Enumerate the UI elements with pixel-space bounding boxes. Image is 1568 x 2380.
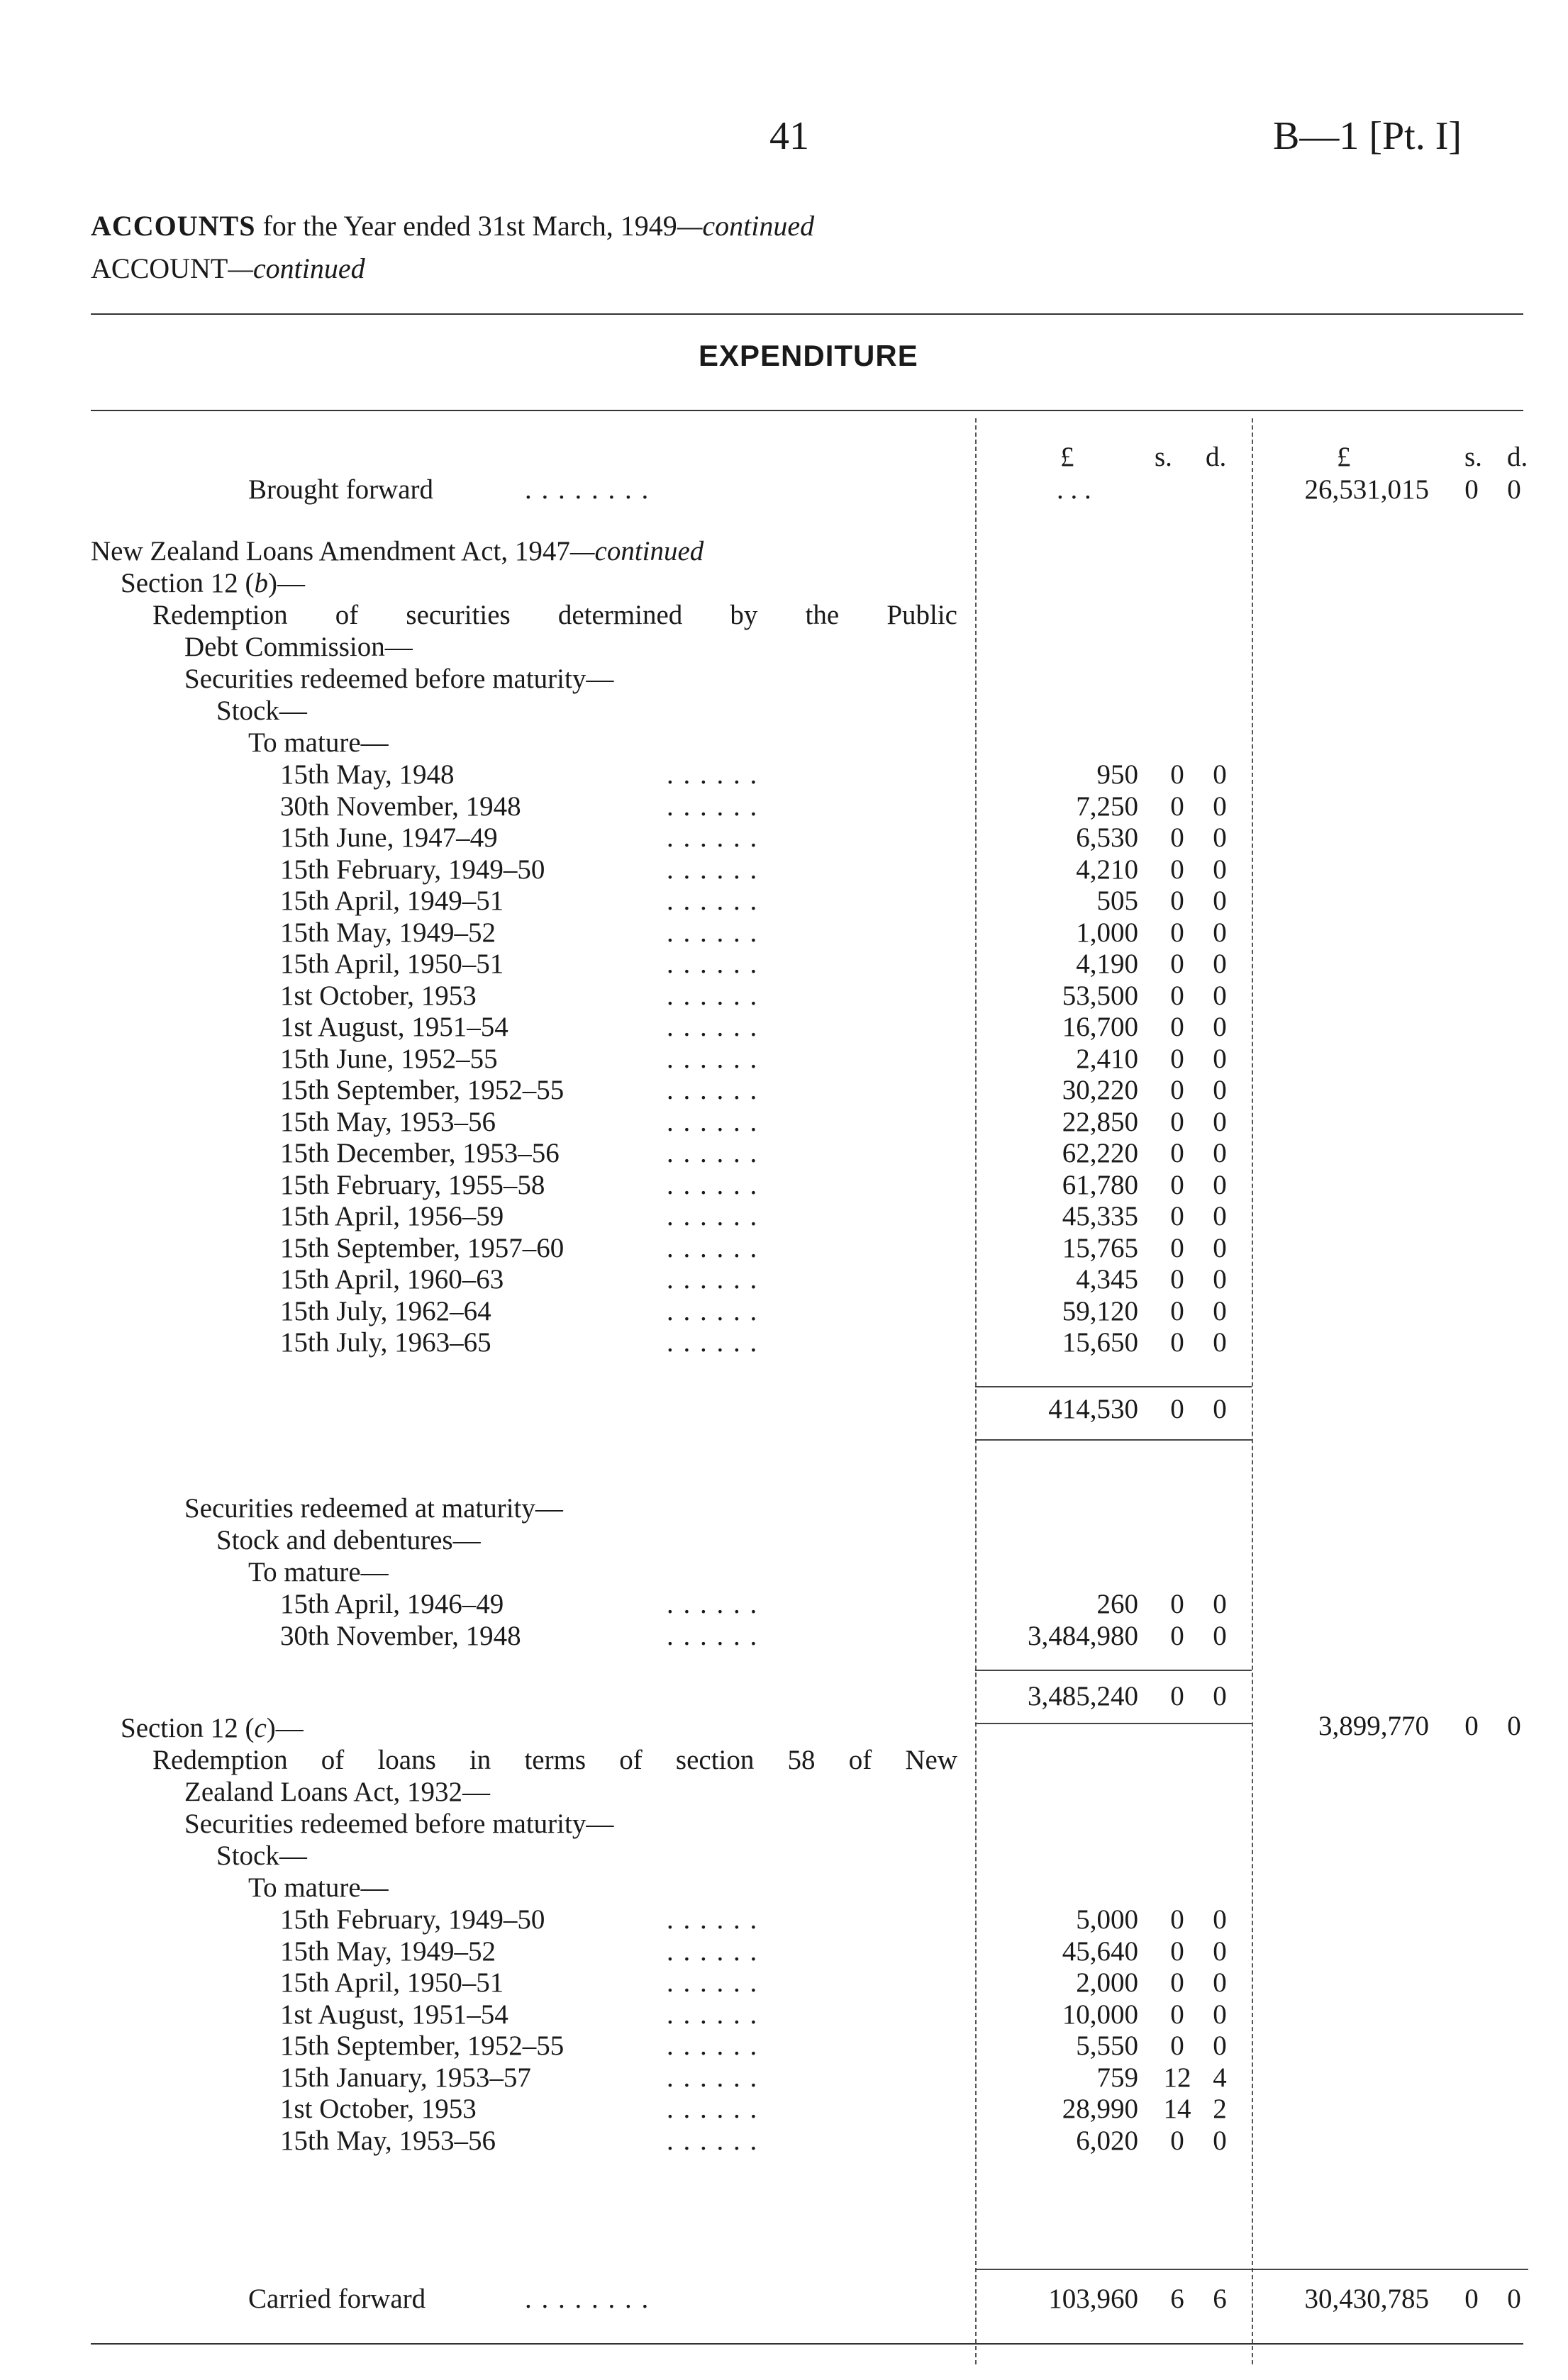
carried-forward-inner-pounds: 103,960 [1048,2284,1138,2314]
ledger-row-shillings: 0 [1170,1295,1184,1326]
ledger-row-date: 15th April, 1950–51 [280,1967,504,1998]
subtotal-rule-b1-bottom [975,1439,1252,1441]
section-c-before-maturity-label: Securities redeemed before maturity— [184,1809,614,1839]
ledger-row-pounds: 950 [1096,759,1138,790]
ledger-row-leader: . . . . . . [667,917,759,948]
section-b-at-subtotal-d: 0 [1213,1681,1227,1711]
ledger-row-leader: . . . . . . [667,885,759,916]
ledger-row-shillings: 0 [1170,1106,1184,1137]
ledger-row-pence: 0 [1213,1075,1227,1105]
ledger-row-pence: 0 [1213,1589,1227,1619]
ledger-row-date: 1st August, 1951–54 [280,1999,508,2030]
ledger-row-leader: . . . . . . [667,1169,759,1200]
ledger-row-date: 15th April, 1946–49 [280,1589,504,1619]
section-b-total-s: 0 [1464,1711,1479,1741]
ledger-row-leader: . . . . . . [667,1295,759,1326]
ledger-row-shillings: 0 [1170,1935,1184,1967]
ledger-row-pounds: 4,190 [1076,949,1138,979]
ledger-row-pence: 0 [1213,1935,1227,1967]
col-inner-pence: d. [1206,442,1227,472]
ledger-row-pounds: 260 [1096,1589,1138,1619]
ledger-row-date: 1st October, 1953 [280,980,477,1011]
ledger-row-pence: 0 [1213,885,1227,916]
ledger-row-pounds: 505 [1096,885,1138,916]
ledger-row-leader: . . . . . . [667,1264,759,1295]
ledger-row-pence: 0 [1213,1327,1227,1358]
ledger-row-date: 15th April, 1949–51 [280,885,504,916]
ledger-row-shillings: 0 [1170,822,1184,853]
act-heading-text: New Zealand Loans Amendment Act, 1947 [91,536,570,566]
ledger-row-pence: 0 [1213,2125,1227,2156]
ledger-row-leader: . . . . . . [667,854,759,885]
ledger-row-date: 15th July, 1963–65 [280,1327,491,1358]
ledger-row-leader: . . . . . . [667,1327,759,1358]
section-c-heading [121,1712,304,1744]
ledger-row-pence: 0 [1213,1295,1227,1326]
col-inner-pounds: £ [1060,442,1074,472]
ledger-row-leader: . . . . . . [667,1999,759,2030]
ledger-row-pence: 0 [1213,759,1227,790]
page-number: 41 [769,114,809,158]
carried-forward-inner-d: 6 [1213,2284,1227,2314]
ledger-row-date: 1st August, 1951–54 [280,1012,508,1042]
accounts-title-cont: —continued [677,210,815,242]
section-c-desc-line1: Redemption of loans in terms of section 58 of New [152,1745,957,1775]
account-subtitle [91,252,365,285]
ledger-row-pounds: 61,780 [1062,1169,1138,1200]
ledger-row-pounds: 4,345 [1076,1264,1138,1295]
ledger-row-pence: 0 [1213,917,1227,948]
ledger-row-date: 15th May, 1949–52 [280,1935,496,1967]
ledger-row-pence: 0 [1213,1621,1227,1651]
ledger-row-date: 15th January, 1953–57 [280,2062,531,2093]
ledger-row-pence: 4 [1213,2062,1227,2093]
carried-forward-outer-pounds: 30,430,785 [1304,2284,1429,2314]
ledger-row-leader: . . . . . . [667,1075,759,1105]
ledger-row-pence: 0 [1213,1232,1227,1263]
ledger-row-shillings: 0 [1170,759,1184,790]
ledger-row-leader: . . . . . . [667,1201,759,1231]
ledger-row-leader: . . . . . . [667,1232,759,1263]
rule-bottom [91,2343,1523,2345]
ledger-row-pounds: 759 [1096,2062,1138,2093]
section-b-total-pounds: 3,899,770 [1318,1711,1429,1741]
section-b-desc-line1: Redemption of securities determined by the Public [152,600,957,630]
ledger-row-shillings: 0 [1170,1169,1184,1200]
ledger-row-pence: 0 [1213,1967,1227,1998]
ledger-row-date: 15th February, 1949–50 [280,854,545,885]
column-divider-left [975,418,977,2364]
ledger-row-date: 15th June, 1952–55 [280,1043,498,1074]
ledger-row-pounds: 59,120 [1062,1295,1138,1326]
section-b-heading-post: )— [267,568,305,598]
account-subtitle-text: ACCOUNT [91,252,228,284]
section-c-stock-label: Stock— [216,1840,307,1871]
ledger-row-pounds: 62,220 [1062,1138,1138,1168]
ledger-row-shillings: 0 [1170,885,1184,916]
ledger-row-leader: . . . . . . [667,2030,759,2061]
section-b-at-subtotal-s: 0 [1170,1681,1184,1711]
section-b-at-maturity-to-mature: To mature— [248,1557,389,1587]
section-b-heading-pre: Section 12 ( [121,568,255,598]
ledger-row-pounds: 6,530 [1076,822,1138,853]
ledger-row-pence: 0 [1213,949,1227,979]
brought-forward-s: 0 [1464,474,1479,505]
ledger-row-leader: . . . . . . [667,2125,759,2156]
ledger-row-shillings: 0 [1170,2125,1184,2156]
ledger-row-shillings: 0 [1170,1999,1184,2030]
section-b-before-subtotal-d: 0 [1213,1394,1227,1424]
section-c-heading-letter: c [254,1713,267,1743]
ledger-row-pence: 0 [1213,980,1227,1011]
section-b-at-maturity-label: Securities redeemed at maturity— [184,1493,563,1524]
ledger-row-pounds: 15,650 [1062,1327,1138,1358]
ledger-row-pence: 0 [1213,1999,1227,2030]
ledger-row-pounds: 10,000 [1062,1999,1138,2030]
ledger-row-leader: . . . . . . [667,759,759,790]
ledger-row-shillings: 0 [1170,1264,1184,1295]
ledger-row-date: 15th December, 1953–56 [280,1138,560,1168]
ledger-row-leader: . . . . . . [667,790,759,822]
ledger-row-shillings: 14 [1163,2094,1191,2124]
ledger-row-pence: 0 [1213,790,1227,822]
ledger-row-date: 15th May, 1949–52 [280,917,496,948]
accounts-title [91,209,814,242]
ledger-row-pence: 0 [1213,1138,1227,1168]
ledger-row-date: 15th September, 1957–60 [280,1232,565,1263]
ledger-row-pounds: 2,000 [1076,1967,1138,1998]
ledger-row-date: 15th April, 1950–51 [280,949,504,979]
ledger-row-shillings: 0 [1170,790,1184,822]
brought-forward-pounds: 26,531,015 [1304,474,1429,505]
carried-forward-outer-d: 0 [1507,2284,1521,2314]
column-divider-right [1252,418,1253,2364]
ledger-row-pounds: 22,850 [1062,1106,1138,1137]
ledger-row-pence: 0 [1213,1201,1227,1231]
ledger-row-date: 15th June, 1947–49 [280,822,498,853]
ledger-row-shillings: 0 [1170,854,1184,885]
ledger-row-pounds: 3,484,980 [1028,1621,1138,1651]
ledger-row-shillings: 0 [1170,980,1184,1011]
section-b-desc-line2: Debt Commission— [184,632,413,662]
ledger-row-leader: . . . . . . [667,1106,759,1137]
brought-forward-inner-marks: . . . [1057,474,1091,505]
ledger-row-leader: . . . . . . [667,949,759,979]
section-b-before-maturity-label: Securities redeemed before maturity— [184,664,614,694]
ledger-row-date: 15th February, 1955–58 [280,1169,545,1200]
ledger-row-pounds: 1,000 [1076,917,1138,948]
section-b-at-maturity-stock: Stock and debentures— [216,1525,481,1555]
ledger-row-date: 15th May, 1953–56 [280,1106,496,1137]
brought-forward-label: Brought forward [248,474,434,505]
ledger-row-pounds: 4,210 [1076,854,1138,885]
col-outer-shillings: s. [1464,442,1482,472]
section-b-at-subtotal-pounds: 3,485,240 [1028,1681,1138,1711]
accounts-title-rest: for the Year ended 31st March, 1949 [262,210,677,242]
section-b-heading-letter: b [254,568,268,598]
ledger-row-shillings: 0 [1170,1327,1184,1358]
ledger-row-pounds: 5,000 [1076,1904,1138,1935]
ledger-row-leader: . . . . . . [667,1621,759,1651]
ledger-row-pounds: 5,550 [1076,2030,1138,2061]
ledger-row-pence: 0 [1213,1012,1227,1042]
carried-forward-outer-s: 0 [1464,2284,1479,2314]
ledger-row-shillings: 0 [1170,1075,1184,1105]
section-c-heading-pre: Section 12 ( [121,1713,255,1743]
ledger-row-shillings: 0 [1170,2030,1184,2061]
ledger-row-pounds: 15,765 [1062,1232,1138,1263]
ledger-row-date: 15th April, 1960–63 [280,1264,504,1295]
ledger-row-pence: 0 [1213,1169,1227,1200]
section-b-before-subtotal-s: 0 [1170,1394,1184,1424]
ledger-row-shillings: 0 [1170,1967,1184,1998]
section-c-heading-post: )— [266,1713,304,1743]
ledger-row-pence: 0 [1213,1043,1227,1074]
ledger-row-leader: . . . . . . [667,2094,759,2124]
ledger-row-pounds: 6,020 [1076,2125,1138,2156]
ledger-row-leader: . . . . . . [667,1589,759,1619]
ledger-row-leader: . . . . . . [667,1935,759,1967]
accounts-title-bold: ACCOUNTS [91,210,256,242]
brought-forward-d: 0 [1507,474,1521,505]
ledger-row-leader: . . . . . . [667,1043,759,1074]
ledger-row-date: 15th May, 1948 [280,759,455,790]
ledger-row-pounds: 45,640 [1062,1935,1138,1967]
section-b-heading [121,567,305,599]
act-heading [91,535,704,567]
account-subtitle-cont: —continued [228,252,365,284]
ledger-row-date: 15th May, 1953–56 [280,2125,496,2156]
ledger-row-pounds: 45,335 [1062,1201,1138,1231]
ledger-row-shillings: 0 [1170,1138,1184,1168]
subtotal-rule-b1-top [975,1386,1252,1387]
section-b-total-d: 0 [1507,1711,1521,1741]
ledger-row-pence: 0 [1213,2030,1227,2061]
ledger-row-shillings: 0 [1170,1232,1184,1263]
carried-forward-inner-s: 6 [1170,2284,1184,2314]
ledger-row-pence: 0 [1213,1264,1227,1295]
ledger-row-pounds: 7,250 [1076,790,1138,822]
ledger-row-pounds: 28,990 [1062,2094,1138,2124]
ledger-row-pounds: 30,220 [1062,1075,1138,1105]
section-b-stock-label: Stock— [216,695,307,726]
ledger-row-shillings: 0 [1170,1904,1184,1935]
ledger-row-pounds: 53,500 [1062,980,1138,1011]
ledger-row-leader: . . . . . . [667,980,759,1011]
ledger-row-shillings: 0 [1170,1012,1184,1042]
ledger-row-shillings: 12 [1163,2062,1191,2093]
ledger-row-pence: 0 [1213,822,1227,853]
ledger-row-date: 30th November, 1948 [280,790,521,822]
col-outer-pence: d. [1507,442,1528,472]
ledger-row-date: 30th November, 1948 [280,1621,521,1651]
ledger-row-leader: . . . . . . [667,1967,759,1998]
ledger-row-pence: 0 [1213,1904,1227,1935]
ledger-row-leader: . . . . . . [667,822,759,853]
ledger-row-date: 1st October, 1953 [280,2094,477,2124]
section-b-before-subtotal-pounds: 414,530 [1048,1394,1138,1424]
section-c-to-mature-label: To mature— [248,1872,389,1903]
ledger-row-leader: . . . . . . [667,1012,759,1042]
col-inner-shillings: s. [1155,442,1172,472]
subtotal-rule-b2-top [975,1670,1252,1671]
section-c-desc-line2: Zealand Loans Act, 1932— [184,1777,491,1807]
ledger-row-pence: 0 [1213,1106,1227,1137]
ledger-row-leader: . . . . . . [667,1904,759,1935]
col-outer-pounds: £ [1337,442,1351,472]
ledger-row-shillings: 0 [1170,1589,1184,1619]
ledger-row-date: 15th April, 1956–59 [280,1201,504,1231]
ledger-row-date: 15th February, 1949–50 [280,1904,545,1935]
ledger-row-pence: 0 [1213,854,1227,885]
brought-forward-leader: . . . . . . . . [525,474,650,505]
ledger-row-pence: 2 [1213,2094,1227,2124]
ledger-row-date: 15th July, 1962–64 [280,1295,491,1326]
ledger-row-date: 15th September, 1952–55 [280,2030,565,2061]
ledger-row-shillings: 0 [1170,1621,1184,1651]
ledger-row-shillings: 0 [1170,1201,1184,1231]
carried-forward-label: Carried forward [248,2284,426,2314]
ledger-row-shillings: 0 [1170,1043,1184,1074]
rule-top [91,313,1523,315]
rule-under-heading [91,410,1523,411]
carried-rule-inner [975,2269,1252,2270]
ledger-row-shillings: 0 [1170,917,1184,948]
section-heading: EXPENDITURE [699,339,918,372]
ledger-row-date: 15th September, 1952–55 [280,1075,565,1105]
carried-forward-leader: . . . . . . . . [525,2284,650,2314]
subtotal-rule-b2-bottom [975,1723,1252,1724]
ledger-row-leader: . . . . . . [667,1138,759,1168]
act-heading-cont: —continued [569,536,704,566]
ledger-row-shillings: 0 [1170,949,1184,979]
ledger-row-pounds: 16,700 [1062,1012,1138,1042]
ledger-row-pounds: 2,410 [1076,1043,1138,1074]
ledger-row-leader: . . . . . . [667,2062,759,2093]
document-reference: B—1 [Pt. I] [1273,114,1462,158]
section-b-to-mature-label: To mature— [248,727,389,758]
carried-rule-outer [1252,2269,1528,2270]
